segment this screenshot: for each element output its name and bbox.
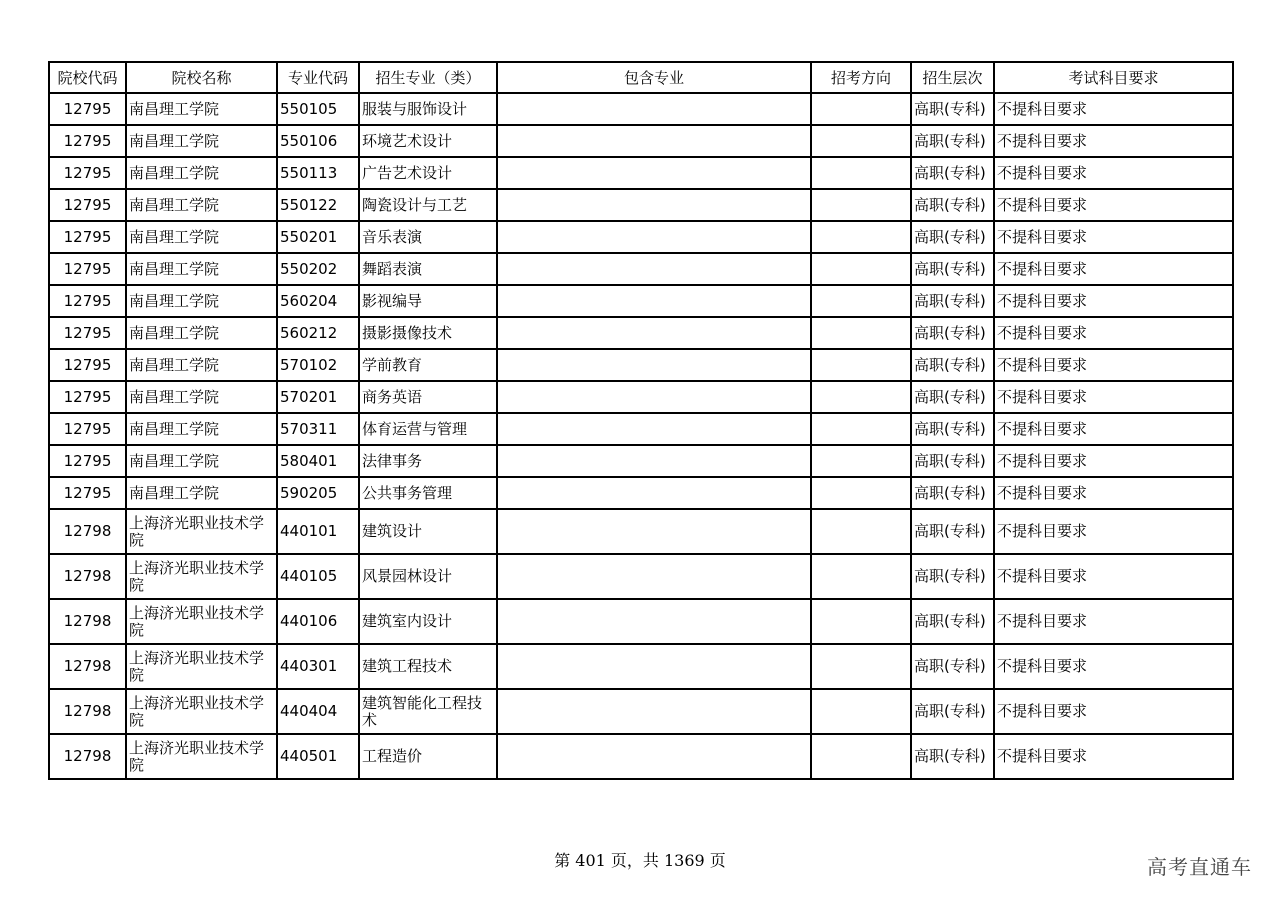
- subject-requirement-cell: 不提科目要求: [994, 221, 1233, 253]
- table-row: [49, 644, 1233, 689]
- major-code-cell: 580401: [277, 445, 359, 477]
- school-code-cell: 12795: [49, 317, 126, 349]
- included-majors-cell: [497, 317, 811, 349]
- subject-requirement-cell: 不提科目要求: [994, 445, 1233, 477]
- table-row: [49, 689, 1233, 734]
- enrollment-level-cell: 高职(专科): [911, 93, 994, 125]
- table-row: [49, 317, 1233, 349]
- exam-direction-cell: [811, 509, 911, 554]
- school-code-cell: 12795: [49, 157, 126, 189]
- enrollment-major-cell: 学前教育: [359, 349, 497, 381]
- school-name-cell: 南昌理工学院: [126, 349, 277, 381]
- exam-direction-cell: [811, 125, 911, 157]
- major-code-cell: 550201: [277, 221, 359, 253]
- school-code-cell: 12795: [49, 189, 126, 221]
- school-name-cell: 南昌理工学院: [126, 285, 277, 317]
- header-exam-direction: 招考方向: [811, 62, 911, 93]
- included-majors-cell: [497, 381, 811, 413]
- school-name-cell: 南昌理工学院: [126, 317, 277, 349]
- table-row: [49, 509, 1233, 554]
- included-majors-cell: [497, 253, 811, 285]
- exam-direction-cell: [811, 599, 911, 644]
- table-row: [49, 253, 1233, 285]
- major-code-cell: 550202: [277, 253, 359, 285]
- major-code-cell: 550106: [277, 125, 359, 157]
- enrollment-level-cell: 高职(专科): [911, 157, 994, 189]
- enrollment-level-cell: 高职(专科): [911, 734, 994, 779]
- enrollment-major-cell: 法律事务: [359, 445, 497, 477]
- subject-requirement-cell: 不提科目要求: [994, 189, 1233, 221]
- enrollment-major-cell: 公共事务管理: [359, 477, 497, 509]
- table-row: [49, 125, 1233, 157]
- enrollment-level-cell: 高职(专科): [911, 285, 994, 317]
- school-code-cell: 12795: [49, 93, 126, 125]
- included-majors-cell: [497, 599, 811, 644]
- major-code-cell: 570102: [277, 349, 359, 381]
- table-row: [49, 554, 1233, 599]
- exam-direction-cell: [811, 477, 911, 509]
- school-code-cell: 12798: [49, 644, 126, 689]
- included-majors-cell: [497, 477, 811, 509]
- table-row: [49, 381, 1233, 413]
- major-code-cell: 440501: [277, 734, 359, 779]
- school-name-cell: 南昌理工学院: [126, 253, 277, 285]
- enrollment-major-cell: 工程造价: [359, 734, 497, 779]
- header-school-code: 院校代码: [49, 62, 126, 93]
- exam-direction-cell: [811, 445, 911, 477]
- enrollment-level-cell: 高职(专科): [911, 221, 994, 253]
- major-code-cell: 570201: [277, 381, 359, 413]
- major-code-cell: 440301: [277, 644, 359, 689]
- school-code-cell: 12798: [49, 734, 126, 779]
- exam-direction-cell: [811, 413, 911, 445]
- included-majors-cell: [497, 189, 811, 221]
- enrollment-major-cell: 服装与服饰设计: [359, 93, 497, 125]
- header-school-name: 院校名称: [126, 62, 277, 93]
- major-code-cell: 440404: [277, 689, 359, 734]
- table-row: [49, 221, 1233, 253]
- enrollment-level-cell: 高职(专科): [911, 554, 994, 599]
- school-name-cell: 南昌理工学院: [126, 157, 277, 189]
- admissions-table: [48, 61, 1234, 780]
- table-row: [49, 285, 1233, 317]
- table-row: [49, 734, 1233, 779]
- major-code-cell: 570311: [277, 413, 359, 445]
- subject-requirement-cell: 不提科目要求: [994, 253, 1233, 285]
- subject-requirement-cell: 不提科目要求: [994, 644, 1233, 689]
- table-header-row: [49, 62, 1233, 93]
- subject-requirement-cell: 不提科目要求: [994, 509, 1233, 554]
- page-number: 第 401 页，共 1369 页: [554, 851, 726, 870]
- included-majors-cell: [497, 509, 811, 554]
- exam-direction-cell: [811, 349, 911, 381]
- table-body: [49, 93, 1233, 779]
- subject-requirement-cell: 不提科目要求: [994, 157, 1233, 189]
- included-majors-cell: [497, 93, 811, 125]
- header-major-code: 专业代码: [277, 62, 359, 93]
- school-code-cell: 12798: [49, 554, 126, 599]
- exam-direction-cell: [811, 93, 911, 125]
- enrollment-major-cell: 摄影摄像技术: [359, 317, 497, 349]
- subject-requirement-cell: 不提科目要求: [994, 689, 1233, 734]
- enrollment-level-cell: 高职(专科): [911, 509, 994, 554]
- exam-direction-cell: [811, 689, 911, 734]
- exam-direction-cell: [811, 285, 911, 317]
- enrollment-level-cell: 高职(专科): [911, 349, 994, 381]
- exam-direction-cell: [811, 734, 911, 779]
- subject-requirement-cell: 不提科目要求: [994, 599, 1233, 644]
- table-row: [49, 157, 1233, 189]
- enrollment-major-cell: 建筑室内设计: [359, 599, 497, 644]
- included-majors-cell: [497, 554, 811, 599]
- subject-requirement-cell: 不提科目要求: [994, 349, 1233, 381]
- table-row: [49, 93, 1233, 125]
- subject-requirement-cell: 不提科目要求: [994, 477, 1233, 509]
- major-code-cell: 440106: [277, 599, 359, 644]
- watermark: 高考直通车: [1147, 855, 1252, 879]
- included-majors-cell: [497, 221, 811, 253]
- table-row: [49, 349, 1233, 381]
- table-row: [49, 599, 1233, 644]
- enrollment-level-cell: 高职(专科): [911, 599, 994, 644]
- exam-direction-cell: [811, 644, 911, 689]
- school-code-cell: 12795: [49, 413, 126, 445]
- school-code-cell: 12795: [49, 221, 126, 253]
- enrollment-level-cell: 高职(专科): [911, 125, 994, 157]
- school-name-cell: 南昌理工学院: [126, 413, 277, 445]
- included-majors-cell: [497, 734, 811, 779]
- school-code-cell: 12795: [49, 125, 126, 157]
- enrollment-major-cell: 建筑智能化工程技术: [359, 689, 497, 734]
- major-code-cell: 590205: [277, 477, 359, 509]
- included-majors-cell: [497, 413, 811, 445]
- header-subject-requirement: 考试科目要求: [994, 62, 1233, 93]
- major-code-cell: 560204: [277, 285, 359, 317]
- school-code-cell: 12795: [49, 253, 126, 285]
- subject-requirement-cell: 不提科目要求: [994, 554, 1233, 599]
- subject-requirement-cell: 不提科目要求: [994, 734, 1233, 779]
- exam-direction-cell: [811, 554, 911, 599]
- included-majors-cell: [497, 445, 811, 477]
- enrollment-level-cell: 高职(专科): [911, 317, 994, 349]
- enrollment-major-cell: 体育运营与管理: [359, 413, 497, 445]
- school-name-cell: 上海济光职业技术学院: [126, 689, 277, 734]
- enrollment-major-cell: 舞蹈表演: [359, 253, 497, 285]
- exam-direction-cell: [811, 221, 911, 253]
- enrollment-level-cell: 高职(专科): [911, 381, 994, 413]
- school-code-cell: 12795: [49, 285, 126, 317]
- table-row: [49, 477, 1233, 509]
- header-enrollment-level: 招生层次: [911, 62, 994, 93]
- major-code-cell: 440101: [277, 509, 359, 554]
- major-code-cell: 440105: [277, 554, 359, 599]
- school-code-cell: 12795: [49, 445, 126, 477]
- enrollment-major-cell: 风景园林设计: [359, 554, 497, 599]
- major-code-cell: 550122: [277, 189, 359, 221]
- subject-requirement-cell: 不提科目要求: [994, 413, 1233, 445]
- enrollment-major-cell: 建筑工程技术: [359, 644, 497, 689]
- exam-direction-cell: [811, 317, 911, 349]
- enrollment-major-cell: 环境艺术设计: [359, 125, 497, 157]
- exam-direction-cell: [811, 381, 911, 413]
- school-name-cell: 南昌理工学院: [126, 221, 277, 253]
- school-name-cell: 南昌理工学院: [126, 381, 277, 413]
- school-name-cell: 南昌理工学院: [126, 189, 277, 221]
- enrollment-level-cell: 高职(专科): [911, 689, 994, 734]
- included-majors-cell: [497, 125, 811, 157]
- enrollment-major-cell: 建筑设计: [359, 509, 497, 554]
- subject-requirement-cell: 不提科目要求: [994, 317, 1233, 349]
- enrollment-level-cell: 高职(专科): [911, 644, 994, 689]
- enrollment-major-cell: 音乐表演: [359, 221, 497, 253]
- subject-requirement-cell: 不提科目要求: [994, 93, 1233, 125]
- school-name-cell: 南昌理工学院: [126, 93, 277, 125]
- school-code-cell: 12798: [49, 599, 126, 644]
- exam-direction-cell: [811, 253, 911, 285]
- major-code-cell: 560212: [277, 317, 359, 349]
- included-majors-cell: [497, 349, 811, 381]
- included-majors-cell: [497, 644, 811, 689]
- exam-direction-cell: [811, 157, 911, 189]
- enrollment-level-cell: 高职(专科): [911, 413, 994, 445]
- school-name-cell: 南昌理工学院: [126, 445, 277, 477]
- exam-direction-cell: [811, 189, 911, 221]
- enrollment-level-cell: 高职(专科): [911, 189, 994, 221]
- enrollment-major-cell: 影视编导: [359, 285, 497, 317]
- table-row: [49, 189, 1233, 221]
- header-enrollment-major: 招生专业（类）: [359, 62, 497, 93]
- subject-requirement-cell: 不提科目要求: [994, 285, 1233, 317]
- included-majors-cell: [497, 689, 811, 734]
- school-name-cell: 上海济光职业技术学院: [126, 734, 277, 779]
- enrollment-level-cell: 高职(专科): [911, 477, 994, 509]
- subject-requirement-cell: 不提科目要求: [994, 381, 1233, 413]
- school-name-cell: 上海济光职业技术学院: [126, 644, 277, 689]
- enrollment-major-cell: 商务英语: [359, 381, 497, 413]
- school-name-cell: 上海济光职业技术学院: [126, 509, 277, 554]
- enrollment-level-cell: 高职(专科): [911, 253, 994, 285]
- school-code-cell: 12798: [49, 689, 126, 734]
- table-row: [49, 413, 1233, 445]
- included-majors-cell: [497, 285, 811, 317]
- school-name-cell: 上海济光职业技术学院: [126, 599, 277, 644]
- school-code-cell: 12795: [49, 477, 126, 509]
- enrollment-major-cell: 广告艺术设计: [359, 157, 497, 189]
- school-code-cell: 12795: [49, 349, 126, 381]
- enrollment-major-cell: 陶瓷设计与工艺: [359, 189, 497, 221]
- major-code-cell: 550113: [277, 157, 359, 189]
- major-code-cell: 550105: [277, 93, 359, 125]
- table-row: [49, 445, 1233, 477]
- school-code-cell: 12795: [49, 381, 126, 413]
- school-name-cell: 南昌理工学院: [126, 477, 277, 509]
- header-included-majors: 包含专业: [497, 62, 811, 93]
- subject-requirement-cell: 不提科目要求: [994, 125, 1233, 157]
- included-majors-cell: [497, 157, 811, 189]
- school-name-cell: 上海济光职业技术学院: [126, 554, 277, 599]
- school-code-cell: 12798: [49, 509, 126, 554]
- enrollment-level-cell: 高职(专科): [911, 445, 994, 477]
- school-name-cell: 南昌理工学院: [126, 125, 277, 157]
